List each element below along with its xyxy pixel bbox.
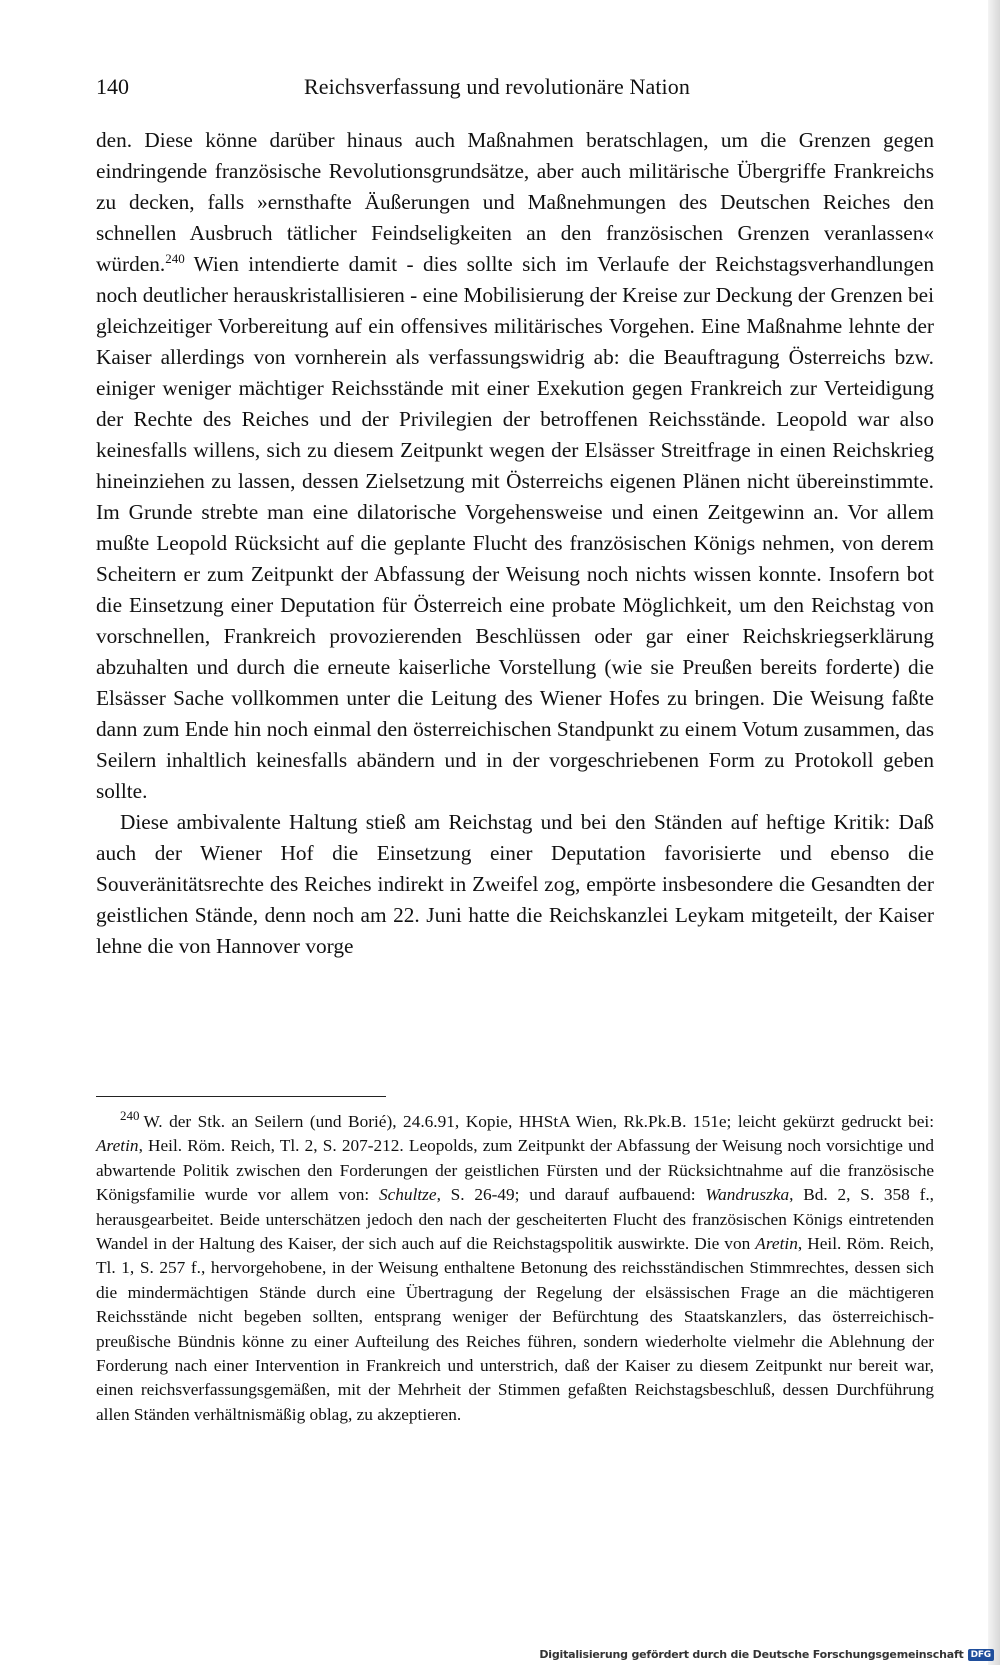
citation-author: Schultze	[378, 1185, 437, 1205]
citation-author: Aretin	[755, 1234, 798, 1254]
footnotes	[96, 1110, 934, 1427]
footnote-divider	[96, 1096, 386, 1097]
paragraph-1-part-a: den. Diese könne darüber hinaus auch Maßnahmen beratschlagen, um die Grenzen gegen eindringende französische Revolutionsgrundsätze, aber auch militärische Übergriffe Frankreichs zu decken, falls »ernsthafte Äußerungen und Maßnehmungen des Deutschen Reiches den schnellen Ausbruch tätlicher Feindseligkeiten an den französischen Grenzen veranlassen« würden.	[96, 128, 934, 276]
footnote-text-1: W. der Stk. an Seilern (und Borié), 24.6.91, Kopie, HHStA Wien, Rk.Pk.B. 151e; leicht gekürzt gedruckt bei:	[143, 1112, 934, 1131]
citation-author: Aretin	[96, 1136, 139, 1156]
footnote-240	[96, 1110, 934, 1427]
credit-text: Digitalisierung gefördert durch die Deutsche Forschungsgemeinschaft	[539, 1648, 964, 1661]
dfg-logo-icon: DFG	[968, 1649, 994, 1661]
paragraph-2: Diese ambivalente Haltung stieß am Reichstag und bei den Ständen auf heftige Kritik: Daß auch der Wiener Hof die Einsetzung einer Deputation favorisierte und ebenso die Souveränitätsrechte des Reiches indirekt in Zweifel zog, empörte insbesondere die Gesandten der geistlichen Stände, denn noch am 22. Juni hatte die Reichskanzlei Leykam mitgeteilt, der Kaiser lehne die von Hannover vorge	[96, 810, 934, 958]
paragraph-1-part-b: Wien intendierte damit - dies sollte sich im Verlaufe der Reichstagsverhandlungen noch deutlicher herauskristallisieren - eine Mobilisierung der Kreise zur Deckung der Grenzen bei gleichzeitiger Vorbereitung auf ein offensives militärisches Vorgehen. Eine Maßnahme lehnte der Kaiser allerdings von vornherein als verfassungswidrig ab: die Beauftragung Österreichs bzw. einiger weniger mächtiger Reichsstände mit einer Exekution gegen Frankreich zur Verteidigung der Rechte des Reiches und der Privilegien der betroffenen Reichsstände. Leopold war also keinesfalls willens, sich zu diesem Zeitpunkt wegen der Elsässer Streitfrage in einen Reichskrieg hineinziehen zu lassen, dessen Zielsetzung mit Österreichs eigenen Plänen nicht übereinstimmte. Im Grunde strebte man eine dilatorische Vorgehensweise und einen Zeitgewinn an. Vor allem mußte Leopold Rücksicht auf die geplante Flucht des französischen Königs nehmen, von derem Scheitern er zum Zeitpunkt der Abfassung der Weisung noch nichts wissen konnte. Insofern bot die Einsetzung einer Deputation für Österreich eine probate Möglichkeit, um den Reichstag von vorschnellen, Frankreich provozierenden Beschlüssen oder gar einer Reichskriegserklärung abzuhalten und durch die erneute kaiserliche Vorstellung (wie sie Preußen bereits forderte) die Elsässer Sache vollkommen unter die Leitung des Wiener Hofes zu bringen. Die Weisung faßte dann zum Ende hin noch einmal den österreichischen Standpunkt zu einem Votum zusammen, das Seilern inhaltlich keinesfalls abändern und in der vorgeschriebenen Form zu Protokoll geben sollte.	[96, 252, 934, 803]
footnote-text-5: , Heil. Röm. Reich, Tl. 1, S. 257 f., hervorgehobene, in der Weisung enthaltene Betonung des reichsständischen Stimmrechtes, dessen sich die mindermächtigen Stände durch eine Übertragung der Regelung der elsässischen Frage an die mächtigeren Reichsstände nicht begeben sollten, entsprang weniger der Befürchtung des Staatskanzlers, das österreichisch-preußische Bündnis könne zu einer Aufteilung des Reiches führen, sondern wiederholte vielmehr die Ablehnung der Forderung nach einer Intervention in Frankreich und unterstrich, daß der Kaiser zu diesem Zeitpunkt nur bereit war, einen reichsverfassungsgemäßen, mit der Mehrheit der Stimmen gefaßten Reichstagsbeschluß, dessen Durchführung allen Ständen verhältnismäßig oblag, zu akzeptieren.	[96, 1234, 934, 1424]
digitization-credit	[539, 1648, 994, 1661]
paragraph-1	[96, 125, 934, 807]
running-title: Reichsverfassung und revolutionäre Nation	[304, 74, 690, 99]
footnote-reference[interactable]: 240	[165, 250, 185, 266]
footnote-text-3: , S. 26-49; und darauf aufbauend:	[436, 1185, 706, 1205]
citation-author: Wandruszka	[705, 1185, 790, 1205]
footnote-text-4: , Bd. 2, S. 358 f., herausgearbeitet. Beide unterschätzen jedoch den nach der gescheiterten Flucht des französischen Königs eintretenden Wandel in der Haltung des Kaiser, der sich auch auf die Reichstagspolitik auswirkte. Die von	[96, 1185, 934, 1254]
page-number: 140	[96, 74, 129, 99]
footnote-text-2: , Heil. Röm. Reich, Tl. 2, S. 207-212. Leopolds, zum Zeitpunkt der Abfassung der Weisung noch vorsichtige und abwartende Politik zwischen den Forderungen der geistlichen Fürsten und der Rücksichtnahme auf die französische Königsfamilie wurde vor allem von:	[96, 1136, 934, 1205]
footnote-number: 240	[120, 1108, 140, 1124]
scan-page-edge	[988, 0, 1000, 1665]
main-text	[96, 125, 934, 962]
running-head	[96, 70, 936, 104]
